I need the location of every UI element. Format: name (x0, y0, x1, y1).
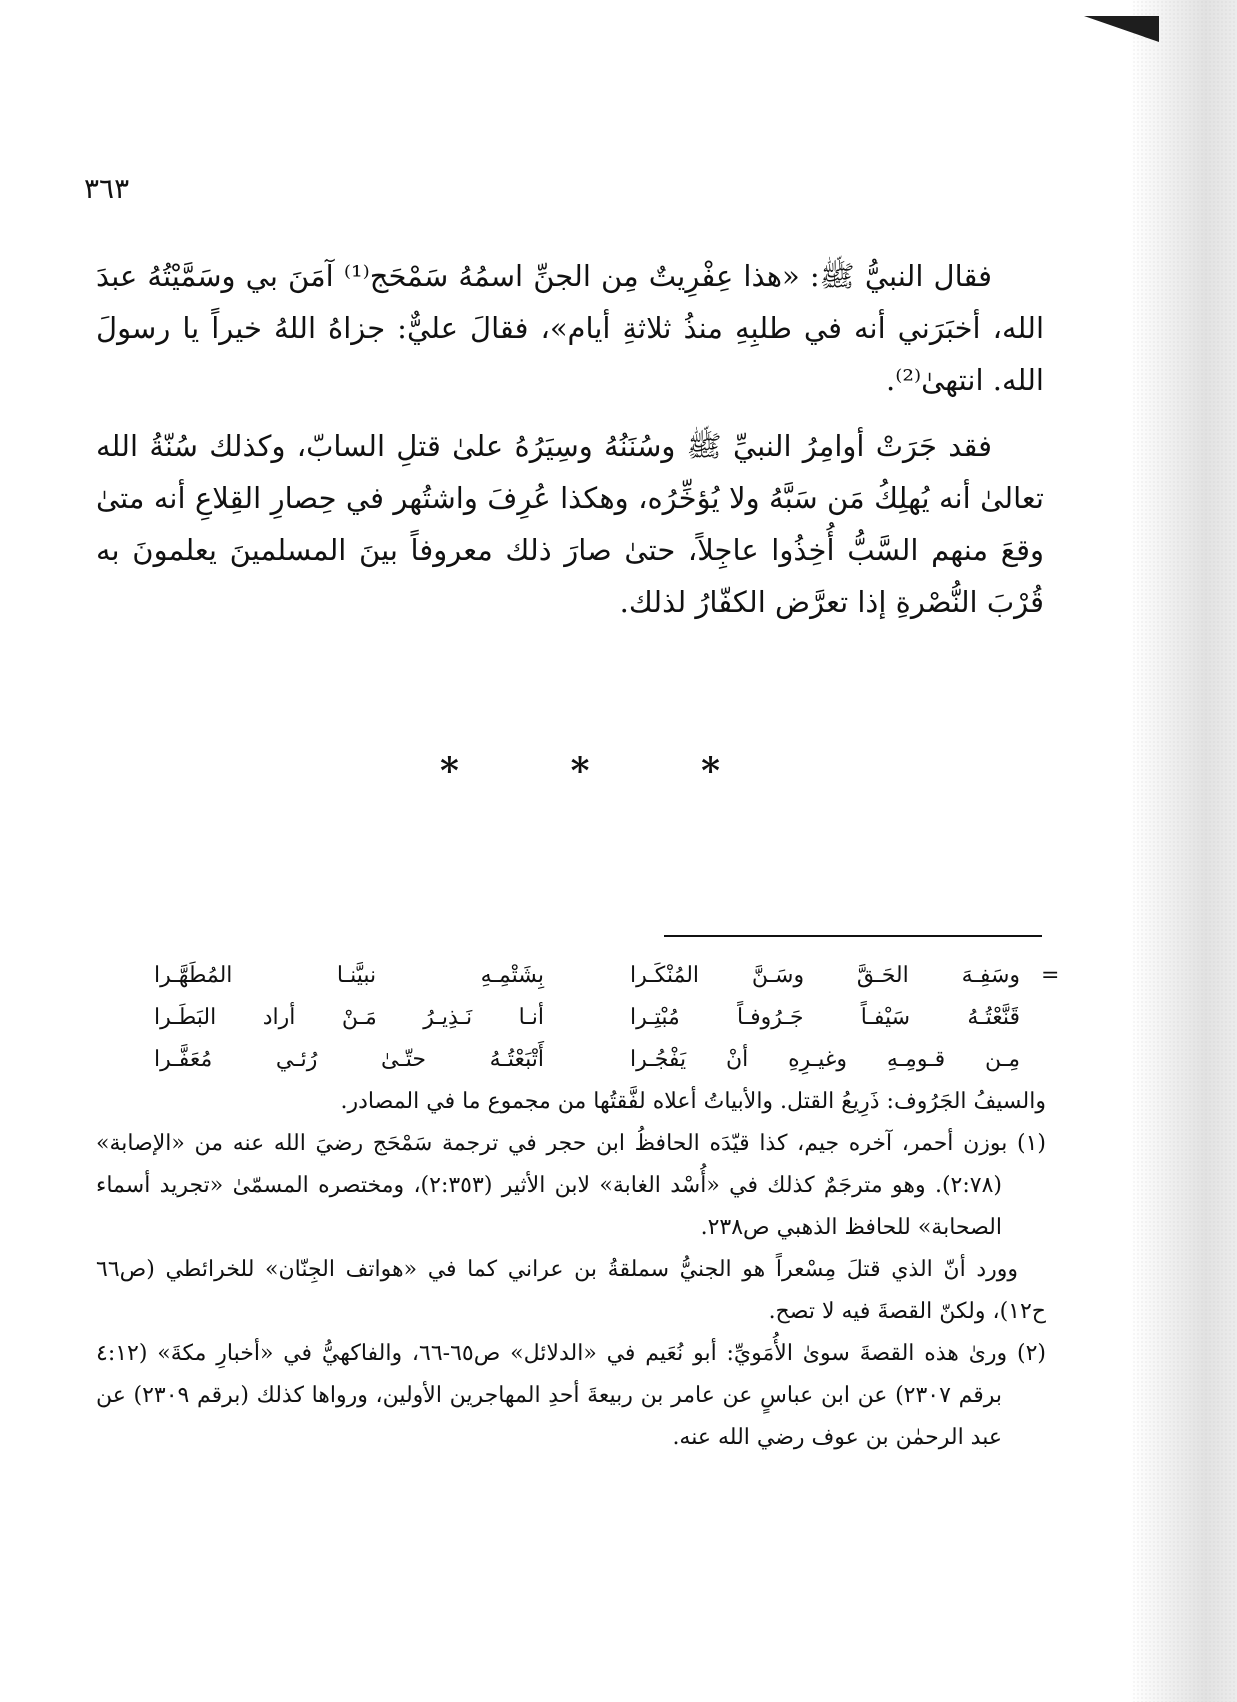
verse-line (96, 1039, 1020, 1081)
continuation-marker: = (1041, 963, 1060, 988)
scan-corner-shadow (1084, 16, 1159, 42)
verse-line (96, 955, 1020, 997)
footnote-rule (664, 935, 1042, 937)
footnotes (96, 955, 1060, 1459)
scan-gutter (1132, 0, 1237, 1702)
main-paragraph-1: فقال النبيُّ ﷺ: «هذا عِفْرِيتٌ مِن الجنِّ اسمُهُ سَمْحَج⁽¹⁾ آمَنَ بي وسَمَّيْتُهُ عبدَ الله، أخبَرَني أنه في طلبِهِ منذُ ثلاثةِ أيام»، فقالَ عليٌّ: جزاهُ اللهُ خيراً يا رسولَ الله. انتهىٰ⁽²⁾. (96, 259, 1044, 397)
footnote-1: (١) بوزن أحمر، آخره جيم، كذا قيّدَه الحافظُ ابن حجر في ترجمة سَمْحَج رضيَ الله عنه من «الإصابة» (٢:٧٨). وهو مترجَمٌ كذلك في «أُسْد الغابة» لابن الأثير (٢:٣٥٣)، ومختصره المسمّىٰ «تجريد أسماء الصحابة» للحافظ الذهبي ص٢٣٨. (96, 1131, 1046, 1240)
section-separator (440, 750, 720, 792)
asterisk-ornament: * (701, 750, 720, 792)
footnote-2: (٢) ورىٰ هذه القصةَ سوىٰ الأُمَويِّ: أبو نُعَيم في «الدلائل» ص٦٥-٦٦، والفاكهيُّ في «أخبارِ مكةَ» (٤:١٢ برقم ٢٣٠٧) عن ابن عباسٍ عن عامر بن ربيعةَ أحدِ المهاجرين الأولين، ورواها كذلك (برقم ٢٣٠٩) عن عبد الرحمٰن بن عوف رضي الله عنه. (96, 1341, 1046, 1450)
main-paragraph-2: فقد جَرَتْ أوامِرُ النبيِّ ﷺ وسُنَنُهُ وسِيَرُهُ علىٰ قتلِ السابّ، وكذلك سُنّةُ الله تعالىٰ أنه يُهلِكُ مَن سَبَّهُ ولا يُؤخِّرُه، وهكذا عُرِفَ واشتُهر في حِصارِ القِلاعِ أنه متىٰ وقعَ منهم السَّبُّ أُخِذُوا عاجِلاً، حتىٰ صارَ ذلك معروفاً بينَ المسلمينَ يعلمونَ به قُرْبَ النُّصْرةِ إذا تعرَّض الكفّارُ لذلك. (96, 429, 1044, 619)
asterisk-ornament: * (570, 750, 590, 792)
verse-hemistich: وسَفِـهَ الحَـقَّ وسَـنَّ المُنْكَـرا (630, 963, 1020, 988)
verse-hemistich: بِشَتْمِـهِ نبيَّنـا المُطَهَّـرا (154, 963, 544, 988)
main-text (96, 250, 1044, 642)
page-number: ٣٦٣ (84, 172, 130, 205)
verse-hemistich: أَتْبَعْتُـهُ حتّـىٰ رُئـي مُعَفَّـرا (154, 1047, 544, 1072)
verse-line (96, 997, 1020, 1039)
footnote-1-continuation: وورد أنّ الذي قتلَ مِسْعراً هو الجنيُّ سملقةُ بن عراني كما في «هواتف الجِنّان» للخرائطي (ص٦٦ ح١٢)، ولكنّ القصةَ فيه لا تصح. (96, 1257, 1046, 1324)
verse-hemistich: قَنَّعْتُـهُ سَيْفـاً جَـرُوفـاً مُبْتِـرا (630, 1005, 1020, 1030)
asterisk-ornament: * (440, 750, 459, 792)
footnote-gloss: والسيفُ الجَرُوف: ذَرِيعُ القتل. والأبياتُ أعلاه لفَّقتُها من مجموع ما في المصادر. (340, 1089, 1046, 1114)
verse-hemistich: مِـن قـومِـهِ وغيـرِهِ أنْ يَفْجُـرا (630, 1047, 1020, 1072)
verse-hemistich: أنـا نَـذِيـرُ مَـنْ أراد البَطَـرا (154, 1005, 544, 1030)
